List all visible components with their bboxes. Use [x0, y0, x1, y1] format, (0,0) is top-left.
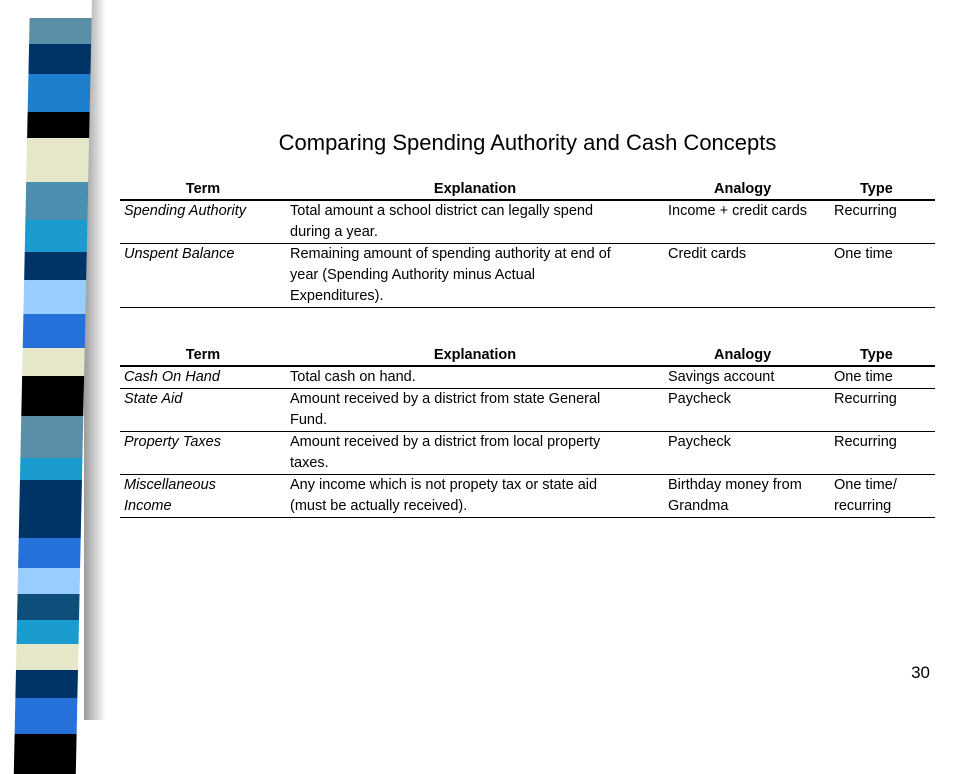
term-cell: [120, 389, 286, 432]
header-type: Type: [830, 346, 935, 366]
table-row: [120, 366, 935, 389]
explanation-cell-line: Amount received by a district from state General: [290, 391, 601, 407]
explanation-cell-line: Remaining amount of spending authority at end of: [290, 246, 611, 262]
analogy-cell-line: Credit cards: [668, 246, 747, 262]
explanation-cell-line: Total amount a school district can legally spend: [290, 203, 594, 219]
type-cell: [830, 432, 935, 475]
header-analogy: Analogy: [664, 180, 830, 200]
term-cell-line: Cash On Hand: [124, 369, 220, 385]
stripe-band: [18, 568, 81, 594]
analogy-cell-line: Paycheck: [668, 391, 731, 407]
explanation-cell: [286, 389, 664, 432]
stripe-band: [21, 376, 84, 416]
header-term: Term: [120, 346, 286, 366]
term-cell-line: Spending Authority: [124, 203, 246, 219]
table-row: [120, 475, 935, 518]
explanation-cell: [286, 475, 664, 518]
type-cell: [830, 366, 935, 389]
stripe-band: [17, 620, 80, 644]
stripe-band: [25, 220, 88, 252]
type-cell: [830, 200, 935, 244]
explanation-cell-line: year (Spending Authority minus Actual: [290, 267, 536, 283]
stripe-band: [24, 252, 87, 280]
term-cell: [120, 244, 286, 308]
explanation-cell-line: Fund.: [290, 412, 328, 428]
page-number: 30: [911, 663, 930, 682]
slide-title: Comparing Spending Authority and Cash Concepts: [278, 130, 777, 155]
type-cell: [830, 475, 935, 518]
term-cell-line: Unspent Balance: [124, 246, 235, 262]
spending-authority-table: [120, 180, 935, 308]
stripe-band: [18, 538, 81, 568]
type-cell-line: One time: [834, 246, 893, 262]
table-row: [120, 244, 935, 308]
stripe-band: [30, 0, 92, 18]
type-cell-line: Recurring: [834, 391, 897, 407]
header-explanation: Explanation: [286, 180, 664, 200]
cash-concepts-table: [120, 346, 935, 518]
header-type: Type: [830, 180, 935, 200]
stripe-band: [26, 138, 89, 182]
stripe-band: [25, 182, 88, 220]
stripe-band: [20, 458, 82, 480]
stripe-band: [22, 348, 85, 376]
type-cell-line: One time/: [834, 477, 897, 493]
type-cell: [830, 244, 935, 308]
explanation-cell: [286, 200, 664, 244]
analogy-cell-line: Grandma: [668, 498, 729, 514]
stripe-band: [28, 44, 91, 74]
analogy-cell: [664, 432, 830, 475]
stripe-band: [20, 416, 83, 458]
type-cell: [830, 389, 935, 432]
term-cell: [120, 432, 286, 475]
stripe-band: [29, 18, 92, 44]
stripe-band: [28, 74, 91, 112]
explanation-cell-line: Total cash on hand.: [290, 369, 416, 385]
header-term: Term: [120, 180, 286, 200]
term-cell: [120, 200, 286, 244]
table-row: [120, 389, 935, 432]
analogy-cell-line: Paycheck: [668, 434, 731, 450]
stripe-band: [23, 314, 86, 348]
analogy-cell: [664, 200, 830, 244]
explanation-cell-line: (must be actually received).: [290, 498, 468, 514]
term-cell: [120, 366, 286, 389]
decorative-stripe: [15, 0, 92, 720]
stripe-band: [14, 734, 77, 774]
header-row: [120, 180, 935, 200]
type-cell-line: One time: [834, 369, 893, 385]
header-row: [120, 346, 935, 366]
analogy-cell: [664, 366, 830, 389]
analogy-cell: [664, 475, 830, 518]
header-explanation: Explanation: [286, 346, 664, 366]
explanation-cell-line: Amount received by a district from local property: [290, 434, 601, 450]
explanation-cell: [286, 244, 664, 308]
explanation-cell: [286, 432, 664, 475]
term-cell-line: State Aid: [124, 391, 183, 407]
analogy-cell: [664, 389, 830, 432]
analogy-cell-line: Savings account: [668, 369, 775, 385]
explanation-cell: [286, 366, 664, 389]
term-cell-line: Miscellaneous: [124, 477, 216, 493]
table-row: [120, 200, 935, 244]
stripe-band: [17, 594, 80, 620]
analogy-cell-line: Birthday money from: [668, 477, 802, 493]
explanation-cell-line: during a year.: [290, 224, 378, 240]
term-cell: [120, 475, 286, 518]
stripe-band: [27, 112, 90, 138]
stripe-band: [19, 480, 82, 538]
header-analogy: Analogy: [664, 346, 830, 366]
analogy-cell: [664, 244, 830, 308]
analogy-cell-line: Income + credit cards: [668, 203, 808, 219]
stripe-band: [16, 644, 79, 670]
explanation-cell-line: Expenditures).: [290, 288, 384, 304]
explanation-cell-line: Any income which is not propety tax or state aid: [290, 477, 598, 493]
term-cell-line: Property Taxes: [124, 434, 221, 450]
type-cell-line: Recurring: [834, 434, 897, 450]
type-cell-line: Recurring: [834, 203, 897, 219]
term-cell-line: Income: [124, 498, 172, 514]
table-row: [120, 432, 935, 475]
stripe-band: [15, 670, 78, 698]
stripe-band: [15, 698, 78, 734]
type-cell-line: recurring: [834, 498, 892, 514]
stripe-band: [23, 280, 86, 314]
explanation-cell-line: taxes.: [290, 455, 329, 471]
